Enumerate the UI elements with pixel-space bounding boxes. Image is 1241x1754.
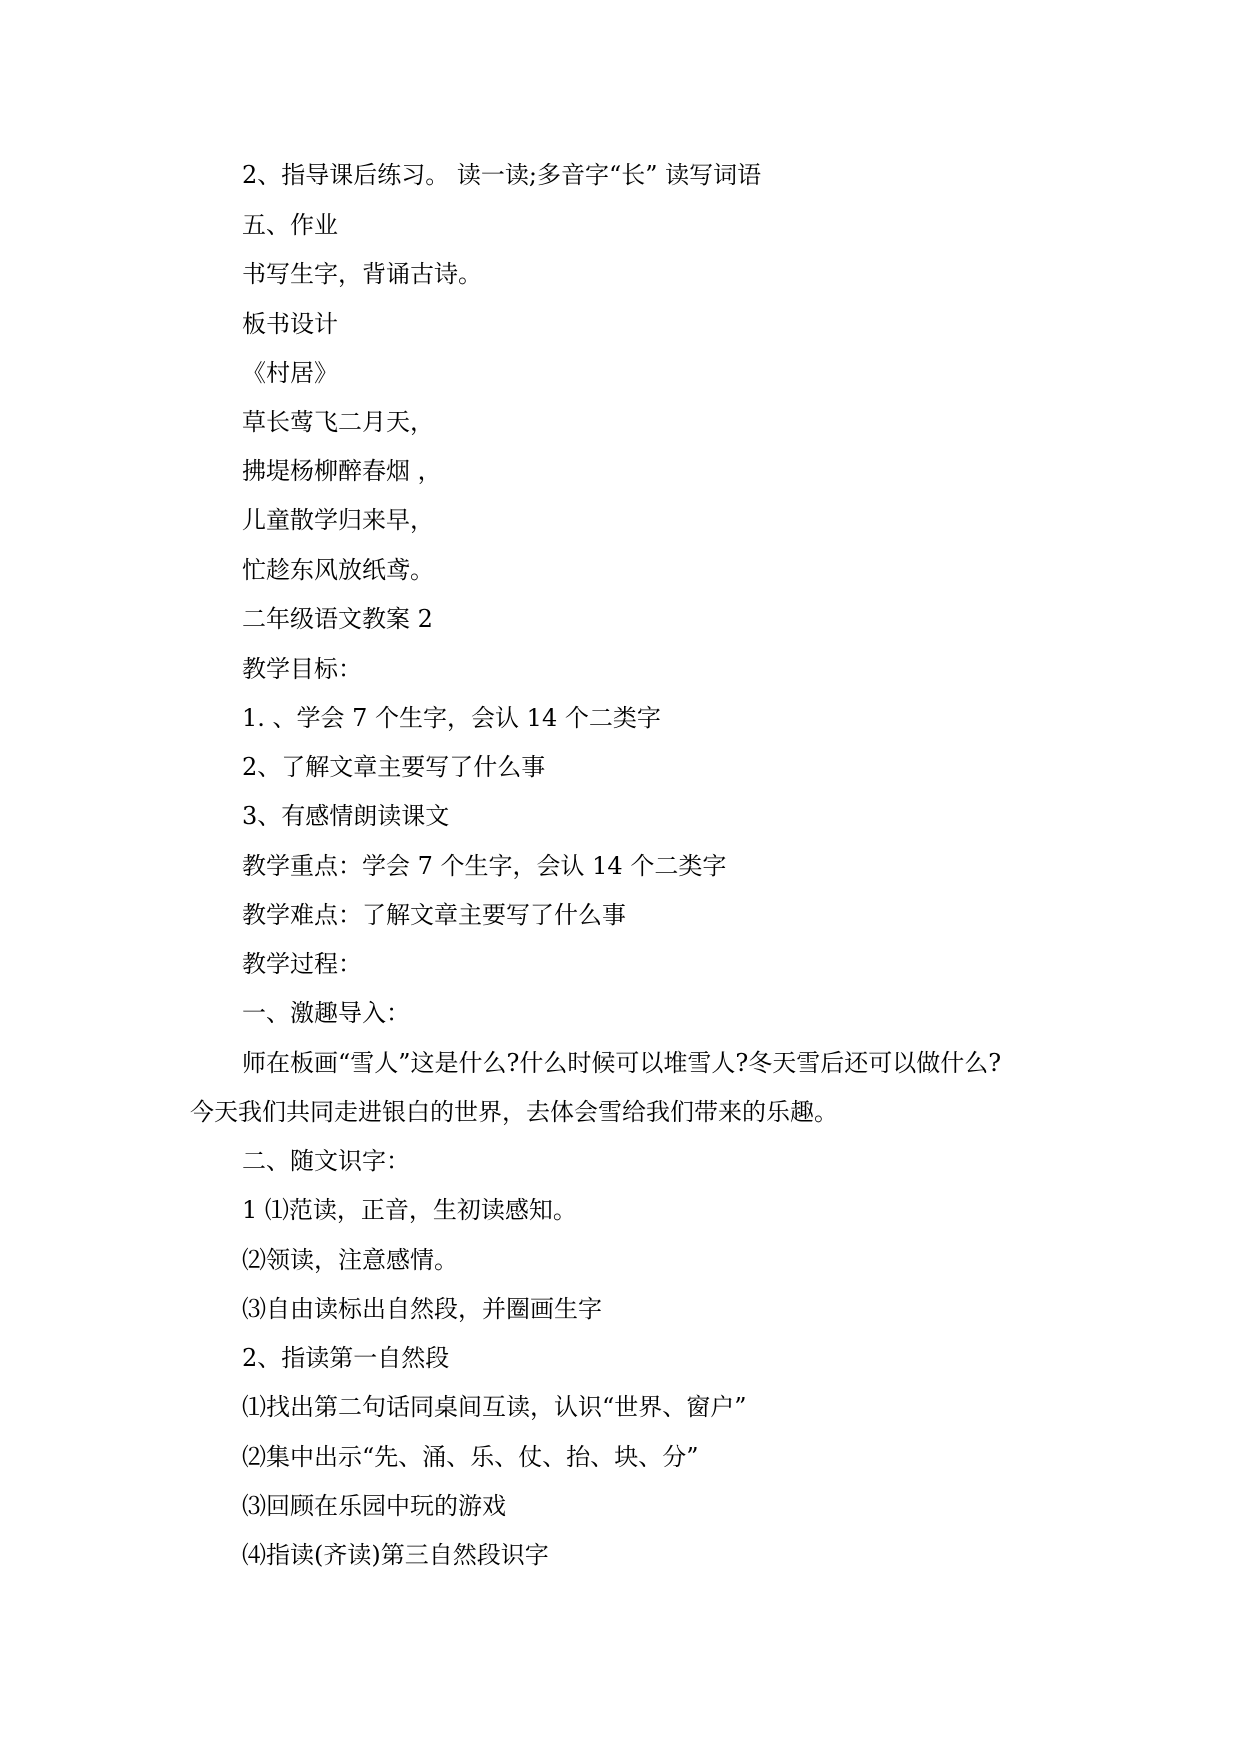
list-item: 2、指读第一自然段 (242, 1344, 450, 1372)
section-heading: 一、激趣导入： (242, 999, 410, 1027)
section-heading: 五、作业 (242, 211, 338, 239)
poem-line: 拂堤杨柳醉春烟 ， (242, 457, 442, 485)
document-title: 二年级语文教案 2 (242, 605, 433, 633)
list-item: 3、有感情朗读课文 (242, 802, 450, 830)
poem-line: 草长莺飞二月天， (242, 408, 434, 436)
list-item: ⑶回顾在乐园中玩的游戏 (242, 1492, 506, 1520)
section-heading: 教学过程： (242, 950, 362, 978)
list-item: ⑷指读(齐读)第三自然段识字 (242, 1541, 549, 1569)
text-line: 教学重点：学会 7 个生字，会认 14 个二类字 (242, 852, 727, 880)
list-item: ⑵集中出示“先、涌、乐、仗、抬、块、分” (242, 1443, 699, 1471)
poem-line: 儿童散学归来早， (242, 506, 434, 534)
section-heading: 教学目标： (242, 655, 362, 683)
text-line: 书写生字，背诵古诗。 (242, 260, 482, 288)
list-item: ⑵领读，注意感情。 (242, 1246, 458, 1274)
section-heading: 板书设计 (242, 310, 338, 338)
poem-title: 《村居》 (242, 359, 338, 387)
text-line: 2、指导课后练习。 读一读;多音字“长” 读写词语 (242, 161, 762, 189)
list-item: 1. 、学会 7 个生字，会认 14 个二类字 (242, 704, 661, 732)
poem-line: 忙趁东风放纸鸢。 (242, 556, 434, 584)
paragraph-line: 师在板画“雪人”这是什么?什么时候可以堆雪人?冬天雪后还可以做什么? (242, 1049, 1002, 1077)
list-item: ⑴找出第二句话同桌间互读，认识“世界、窗户” (242, 1393, 747, 1421)
paragraph-line: 今天我们共同走进银白的世界，去体会雪给我们带来的乐趣。 (190, 1098, 838, 1126)
text-line: 教学难点：了解文章主要写了什么事 (242, 901, 626, 929)
list-item: ⑶自由读标出自然段，并圈画生字 (242, 1295, 602, 1323)
list-item: 2、了解文章主要写了什么事 (242, 753, 546, 781)
section-heading: 二、随文识字： (242, 1147, 410, 1175)
list-item: 1 ⑴范读，正音，生初读感知。 (242, 1196, 577, 1224)
